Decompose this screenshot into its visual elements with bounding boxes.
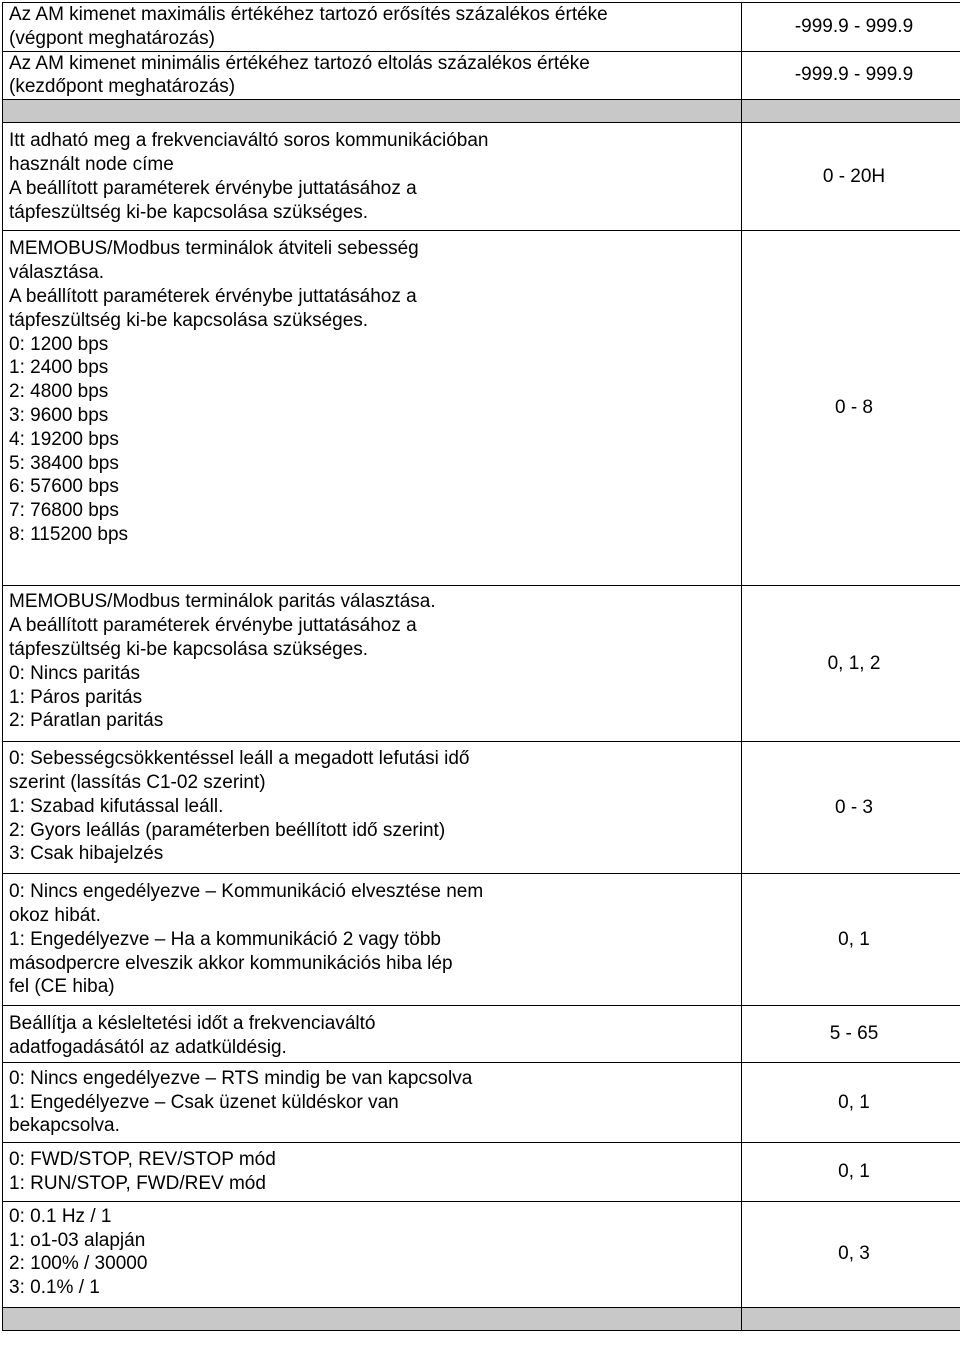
description-line: 3: Csak hibajelzés bbox=[9, 843, 164, 865]
range-cell: -999.9 - 999.9 bbox=[742, 51, 960, 100]
description-line: adatfogadásától az adatküldésig. bbox=[9, 1036, 287, 1058]
description-line: szerint (lassítás C1-02 szerint) bbox=[9, 771, 266, 793]
description-line: 1: Engedélyezve – Ha a kommunikáció 2 vagy több bbox=[9, 928, 441, 950]
divider-cell bbox=[3, 1307, 742, 1330]
description-line: választása. bbox=[9, 262, 105, 284]
description-cell bbox=[3, 1201, 742, 1307]
description-cell bbox=[3, 51, 742, 100]
description-line: 4: 19200 bps bbox=[9, 428, 119, 450]
description-cell bbox=[3, 231, 742, 586]
range-cell: 5 - 65 bbox=[742, 1006, 960, 1063]
table-row bbox=[3, 1143, 960, 1202]
description-line: 1: Engedélyezve – Csak üzenet küldéskor van bbox=[9, 1091, 399, 1113]
description-line: MEMOBUS/Modbus terminálok paritás választása. bbox=[9, 591, 436, 613]
description-line: 6: 57600 bps bbox=[9, 476, 119, 498]
description-cell bbox=[3, 1143, 742, 1202]
range-cell: 0 - 3 bbox=[742, 742, 960, 874]
description-cell bbox=[3, 742, 742, 874]
description-line: 0: 0.1 Hz / 1 bbox=[9, 1205, 112, 1227]
range-cell: 0, 1, 2 bbox=[742, 586, 960, 742]
description-line: 2: Gyors leállás (paraméterben beéllított idő szerint) bbox=[9, 819, 446, 841]
description-line: bekapcsolva. bbox=[9, 1115, 120, 1137]
description-line: Beállítja a késleltetési időt a frekvenciaváltó bbox=[9, 1013, 376, 1035]
description-line: 1: o1-03 alapján bbox=[9, 1229, 146, 1251]
description-line: 8: 115200 bps bbox=[9, 523, 129, 545]
range-cell: 0, 1 bbox=[742, 1143, 960, 1202]
description-line: A beállított paraméterek érvénybe juttatásához a bbox=[9, 285, 417, 307]
table-row bbox=[3, 3, 960, 52]
range-cell: -999.9 - 999.9 bbox=[742, 3, 960, 52]
divider-cell bbox=[742, 100, 960, 123]
divider-cell bbox=[742, 1307, 960, 1330]
description-line: 7: 76800 bps bbox=[9, 500, 119, 522]
description-line: 1: Szabad kifutással leáll. bbox=[9, 795, 224, 817]
description-line: (kezdőpont meghatározás) bbox=[9, 76, 236, 98]
description-line: okoz hibát. bbox=[9, 904, 101, 926]
range-cell: 0, 3 bbox=[742, 1201, 960, 1307]
description-line: 0: Nincs engedélyezve – Kommunikáció elvesztése nem bbox=[9, 881, 484, 903]
description-line: 1: 2400 bps bbox=[9, 357, 109, 379]
description-line: 3: 9600 bps bbox=[9, 404, 109, 426]
description-line: 0: Nincs engedélyezve – RTS mindig be van kapcsolva bbox=[9, 1067, 473, 1089]
divider-cell bbox=[3, 100, 742, 123]
description-line: Az AM kimenet maximális értékéhez tartozó erősítés százalékos értéke bbox=[9, 4, 608, 25]
description-line: MEMOBUS/Modbus terminálok átviteli sebesség bbox=[9, 238, 419, 260]
description-line: 5: 38400 bps bbox=[9, 452, 119, 474]
description-line: 2: 4800 bps bbox=[9, 381, 109, 403]
section-divider-row bbox=[3, 1307, 960, 1330]
description-cell bbox=[3, 1062, 742, 1142]
description-line: (végpont meghatározás) bbox=[9, 27, 215, 49]
description-line: használt node címe bbox=[9, 153, 174, 175]
table-row bbox=[3, 742, 960, 874]
table-row bbox=[3, 1062, 960, 1142]
description-cell bbox=[3, 1006, 742, 1063]
description-line: 0: Nincs paritás bbox=[9, 662, 140, 684]
table-row bbox=[3, 874, 960, 1006]
table-row bbox=[3, 231, 960, 586]
description-line: 0: Sebességcsökkentéssel leáll a megadott lefutási idő bbox=[9, 748, 470, 770]
description-line: 2: Páratlan paritás bbox=[9, 710, 164, 732]
description-line: tápfeszültség ki-be kapcsolása szükséges. bbox=[9, 201, 369, 223]
description-line: tápfeszültség ki-be kapcsolása szükséges. bbox=[9, 638, 369, 660]
description-line: A beállított paraméterek érvénybe juttatásához a bbox=[9, 615, 417, 637]
description-line: A beállított paraméterek érvénybe juttatásához a bbox=[9, 177, 417, 199]
table-row bbox=[3, 586, 960, 742]
description-line: 2: 100% / 30000 bbox=[9, 1253, 148, 1275]
description-line: 0: 1200 bps bbox=[9, 333, 109, 355]
range-cell: 0 - 20H bbox=[742, 123, 960, 231]
description-line: másodpercre elveszik akkor kommunikációs hiba lép bbox=[9, 952, 453, 974]
description-cell bbox=[3, 586, 742, 742]
description-line: 1: RUN/STOP, FWD/REV mód bbox=[9, 1172, 266, 1194]
description-line: 0: FWD/STOP, REV/STOP mód bbox=[9, 1149, 276, 1171]
range-cell: 0, 1 bbox=[742, 1062, 960, 1142]
description-line: tápfeszültség ki-be kapcsolása szükséges. bbox=[9, 309, 369, 331]
description-line: Itt adható meg a frekvenciaváltó soros kommunikációban bbox=[9, 130, 489, 152]
table-row bbox=[3, 51, 960, 100]
range-cell: 0 - 8 bbox=[742, 231, 960, 586]
table-row bbox=[3, 1201, 960, 1307]
description-cell bbox=[3, 123, 742, 231]
parameter-table bbox=[2, 2, 960, 1331]
description-cell bbox=[3, 3, 742, 52]
description-line: 3: 0.1% / 1 bbox=[9, 1277, 100, 1299]
table-row bbox=[3, 123, 960, 231]
description-line: Az AM kimenet minimális értékéhez tartozó eltolás százalékos értéke bbox=[9, 52, 590, 74]
section-divider-row bbox=[3, 100, 960, 123]
table-row bbox=[3, 1006, 960, 1063]
range-cell: 0, 1 bbox=[742, 874, 960, 1006]
description-line: fel (CE hiba) bbox=[9, 976, 115, 998]
description-line: 1: Páros paritás bbox=[9, 686, 143, 708]
description-cell bbox=[3, 874, 742, 1006]
